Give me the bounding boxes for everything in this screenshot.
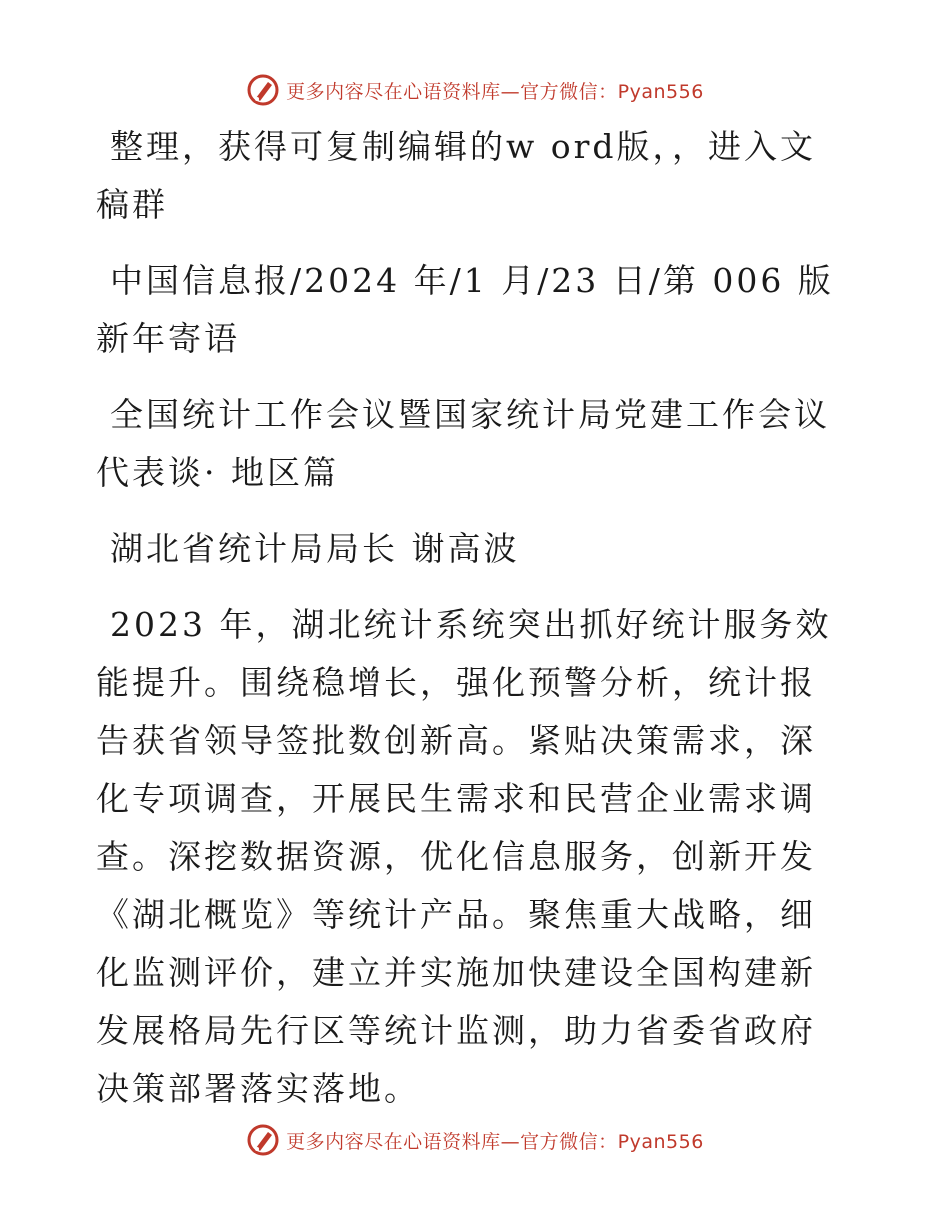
source-line: 中国信息报/2024 年/1 月/23 日/第 006 版新年寄语 xyxy=(96,261,834,358)
header-banner xyxy=(0,70,950,110)
header-banner-text: 更多内容尽在心语资料库—官方微信：Pyan556 xyxy=(286,80,704,103)
pen-circle-icon xyxy=(246,73,280,107)
footer-banner-text: 更多内容尽在心语资料库—官方微信：Pyan556 xyxy=(286,1130,704,1153)
pen-circle-icon xyxy=(246,1123,280,1157)
article-title: 全国统计工作会议暨国家统计局党建工作会议代表谈· 地区篇 xyxy=(96,395,830,492)
author-line: 湖北省统计局局长 谢高波 xyxy=(110,529,520,568)
intro-note: 整理，获得可复制编辑的w ord版，，进入文稿群 xyxy=(96,127,817,224)
footer-banner xyxy=(0,1120,950,1160)
document-body xyxy=(96,118,848,1136)
body-paragraph: 2023 年，湖北统计系统突出抓好统计服务效能提升。围绕稳增长，强化预警分析，统计报告获省领导签批数创新高。紧贴决策需求，深化专项调查，开展民生需求和民营企业需求调查。深挖数据资源，优化信息服务，创新开发《湖北概览》等统计产品。聚焦重大战略，细化监测评价，建立并实施加快建设全国构建新发展格局先行区等统计监测，助力省委省政府决策部署落实落地。 xyxy=(96,605,832,1108)
